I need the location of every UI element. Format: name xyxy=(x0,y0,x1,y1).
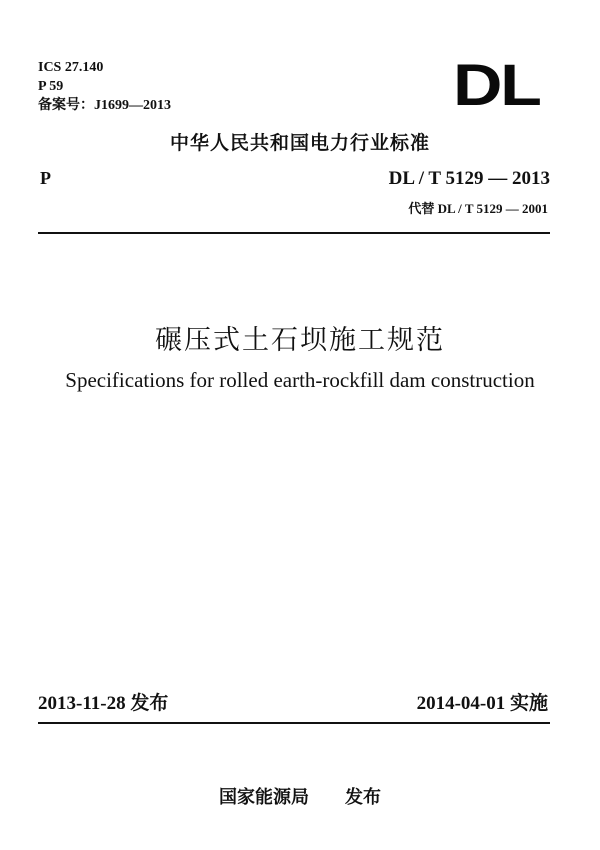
replaces-standard: 代替 DL / T 5129 — 2001 xyxy=(408,201,548,216)
ics-code: ICS 27.140 xyxy=(38,60,104,75)
dl-logo: DL xyxy=(453,53,540,118)
publisher-label: 发布 xyxy=(345,787,381,808)
publisher-name: 国家能源局 xyxy=(219,787,309,808)
issue-date-line xyxy=(38,688,168,715)
organization-title: 中华人民共和国电力行业标准 xyxy=(169,132,430,154)
publisher-line xyxy=(0,783,600,809)
category-code: P 59 xyxy=(38,79,64,94)
standard-number: DL / T 5129 — 2013 xyxy=(388,168,550,189)
issue-label: 发布 xyxy=(130,692,169,714)
implement-date: 2014-04-01 xyxy=(416,693,506,714)
title-chinese: 碾压式土石坝施工规范 xyxy=(155,325,445,356)
record-number: 备案号：J1699—2013 xyxy=(38,98,171,113)
category-letter: P xyxy=(40,168,51,188)
issue-date: 2013-11-28 xyxy=(38,693,126,714)
bottom-divider xyxy=(38,722,550,724)
meta-block xyxy=(38,58,171,115)
title-english: Specifications for rolled earth-rockfill dam construction xyxy=(65,368,535,392)
implement-label: 实施 xyxy=(509,692,548,714)
top-divider xyxy=(38,232,550,234)
implement-date-line xyxy=(417,688,548,715)
